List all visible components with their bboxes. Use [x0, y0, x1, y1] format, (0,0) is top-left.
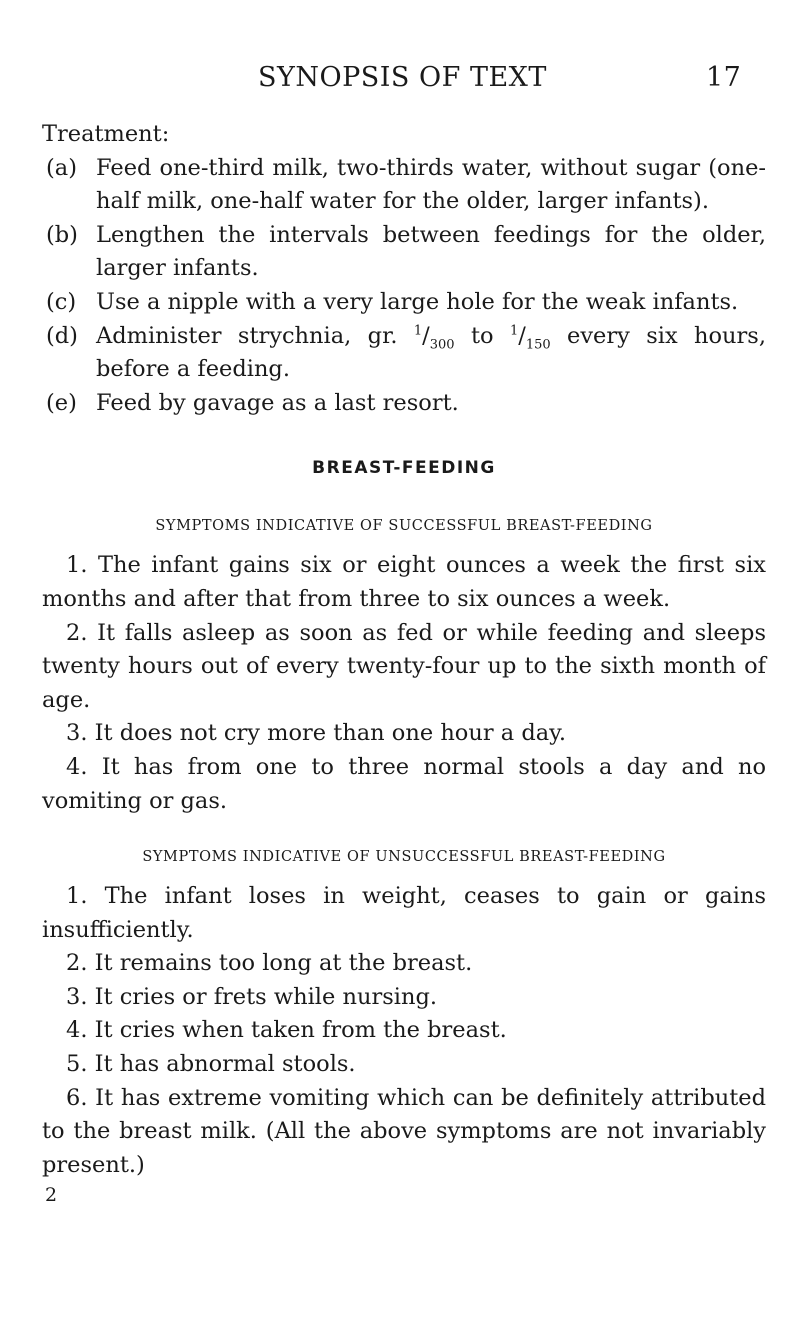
treatment-item-e: [46, 387, 766, 421]
list-item: 3. It cries or frets while nursing.: [66, 983, 437, 1010]
treatment-item-marker: (d): [46, 322, 78, 349]
successful-symptoms-list: [42, 549, 766, 818]
running-head-title: SYNOPSIS OF TEXT: [258, 62, 547, 93]
list-item: 5. It has abnormal stools.: [66, 1051, 356, 1078]
page-number: 17: [706, 62, 742, 93]
subheading-unsuccessful: SYMPTOMS INDICATIVE OF UNSUCCESSFUL BREAST-FEEDING: [142, 849, 666, 866]
treatment-item-marker: (c): [46, 288, 77, 315]
dosage-text-mid: to: [454, 322, 510, 349]
fraction-denominator: 300: [429, 337, 455, 353]
treatment-item-marker: (e): [46, 389, 77, 416]
fraction-numerator: 1: [509, 323, 519, 339]
list-item: 3. It does not cry more than one hour a day.: [66, 720, 567, 747]
treatment-item-text: Feed one-third milk, two-thirds water, without sugar (one-half milk, one-half water for the older, larger infants).: [96, 154, 766, 215]
list-item: 6. It has extreme vomiting which can be definitely attributed to the breast milk. (All the above symptoms are not invariably present.): [42, 1084, 766, 1178]
page-body: [42, 118, 766, 1208]
list-item: 2. It falls asleep as soon as fed or while feeding and sleeps twenty hours out of every twenty-four up to the sixth month of age.: [42, 619, 766, 713]
treatment-item-a: [46, 152, 766, 219]
dosage-text-before: Administer strychnia, gr.: [96, 322, 414, 349]
treatment-item-text: Use a nipple with a very large hole for the weak infants.: [96, 288, 739, 315]
fraction-denominator: 150: [525, 337, 551, 353]
running-head: [40, 62, 740, 102]
signature-mark: 2: [45, 1184, 58, 1207]
treatment-item-c: [46, 286, 766, 320]
treatment-item-d: [46, 320, 766, 387]
treatment-item-text: Lengthen the intervals between feedings for the older, larger infants.: [96, 221, 766, 282]
unsuccessful-symptoms-list: [42, 880, 766, 1182]
list-item: 4. It cries when taken from the breast.: [66, 1017, 507, 1044]
treatment-item-marker: (b): [46, 221, 78, 248]
treatment-item-text: Administer strychnia, gr. $^1/_{300}$ to $^1/_{150}$ every six hours, before a feeding.: [96, 322, 766, 383]
list-item: 4. It has from one to three normal stools a day and no vomiting or gas.: [42, 753, 766, 814]
subheading-successful: SYMPTOMS INDICATIVE OF SUCCESSFUL BREAST-FEEDING: [155, 518, 653, 535]
dosage-text-after: every six hours, before a feeding.: [96, 322, 766, 383]
list-item: 1. The infant loses in weight, ceases to gain or gains insufficiently.: [42, 883, 766, 943]
fraction-numerator: 1: [413, 323, 423, 339]
list-item: 1. The infant gains six or eight ounces a week the first six months and after that from three to six ounces a week.: [42, 552, 766, 612]
treatment-item-marker: (a): [46, 154, 77, 181]
list-item: 2. It remains too long at the breast.: [66, 950, 473, 977]
treatment-item-b: [46, 219, 766, 286]
treatment-heading: Treatment:: [42, 121, 170, 147]
section-heading-breast-feeding: BREAST-FEEDING: [312, 458, 496, 479]
treatment-item-text: Feed by gavage as a last resort.: [96, 389, 459, 416]
